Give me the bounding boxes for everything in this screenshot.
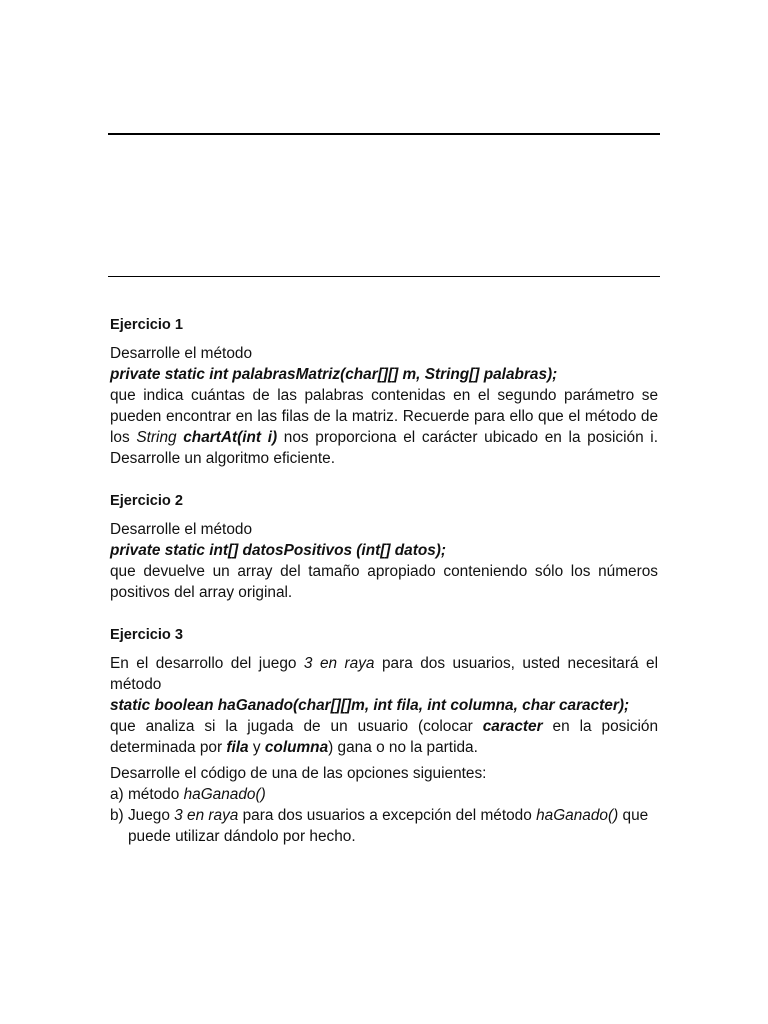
option-b-method: haGanado()	[536, 807, 619, 824]
bottom-rule	[108, 276, 660, 277]
exercise-2-description: que devuelve un array del tamaño apropiado conteniendo sólo los números positivos del array original.	[110, 563, 658, 601]
exercise-2-intro: Desarrolle el método	[110, 521, 253, 538]
exercise-1-desc-string: String	[136, 429, 177, 446]
option-a-prefix: a) método	[110, 786, 184, 803]
exercise-3-desc-d: ) gana o no la partida.	[328, 739, 478, 756]
exercise-1-description	[110, 385, 658, 469]
exercise-2-signature: private static int[] datosPositivos (int[] datos);	[110, 542, 447, 559]
option-b-prefix: b) Juego	[110, 807, 175, 824]
exercise-1-signature: private static int palabrasMatriz(char[][] m, String[] palabras);	[110, 366, 558, 383]
exercise-3-description	[110, 716, 658, 758]
option-a-method: haGanado()	[183, 786, 266, 803]
exercise-3-options-intro: Desarrolle el código de una de las opciones siguientes:	[110, 765, 487, 782]
option-b-mid: para dos usuarios a excepción del método	[238, 807, 537, 824]
exercise-3-intro-game: 3 en raya	[303, 655, 375, 672]
exercise-3-desc-b: en la posición determinada por	[110, 718, 658, 756]
exercise-3-option-a	[110, 784, 658, 805]
exercise-1-desc-b: nos proporciona el carácter ubicado en la posición i. Desarrolle un algoritmo eficiente.	[110, 429, 659, 467]
exercise-1	[110, 313, 658, 469]
exercise-2-title: Ejercicio 2	[110, 493, 184, 509]
exercise-1-desc-charat: chartAt(int i)	[183, 429, 278, 446]
exercise-3-title: Ejercicio 3	[110, 627, 184, 643]
exercise-3-desc-a: que analiza si la jugada de un usuario (colocar	[110, 718, 483, 735]
exercise-3-desc-columna: columna	[264, 739, 329, 756]
exercise-1-desc-a: que indica cuántas de las palabras contenidas en el segundo parámetro se pueden encontrar en las filas de la matriz. Recuerde para ello que el método de los	[110, 387, 658, 446]
spacer	[110, 603, 658, 623]
exercise-3	[110, 623, 658, 847]
spacer	[110, 469, 658, 489]
exercise-3-signature: static boolean haGanado(char[][]m, int fila, int columna, char caracter);	[110, 697, 630, 714]
exercise-3-option-b	[110, 805, 658, 847]
option-b-end: que puede utilizar dándolo por hecho.	[128, 807, 649, 845]
exercise-3-desc-fila: fila	[226, 739, 249, 756]
exercise-3-desc-caracter: caracter	[482, 718, 543, 735]
exercise-document	[110, 313, 658, 847]
exercise-3-desc-c: y	[248, 739, 265, 756]
exercise-1-intro: Desarrolle el método	[110, 345, 253, 362]
exercise-1-title: Ejercicio 1	[110, 317, 184, 333]
exercise-3-intro	[110, 653, 658, 695]
exercise-2	[110, 489, 658, 603]
option-b-game: 3 en raya	[174, 807, 239, 824]
top-rule	[108, 133, 660, 135]
exercise-3-intro-a: En el desarrollo del juego	[110, 655, 304, 672]
exercise-3-intro-b: para dos usuarios, usted necesitará el método	[110, 655, 658, 693]
